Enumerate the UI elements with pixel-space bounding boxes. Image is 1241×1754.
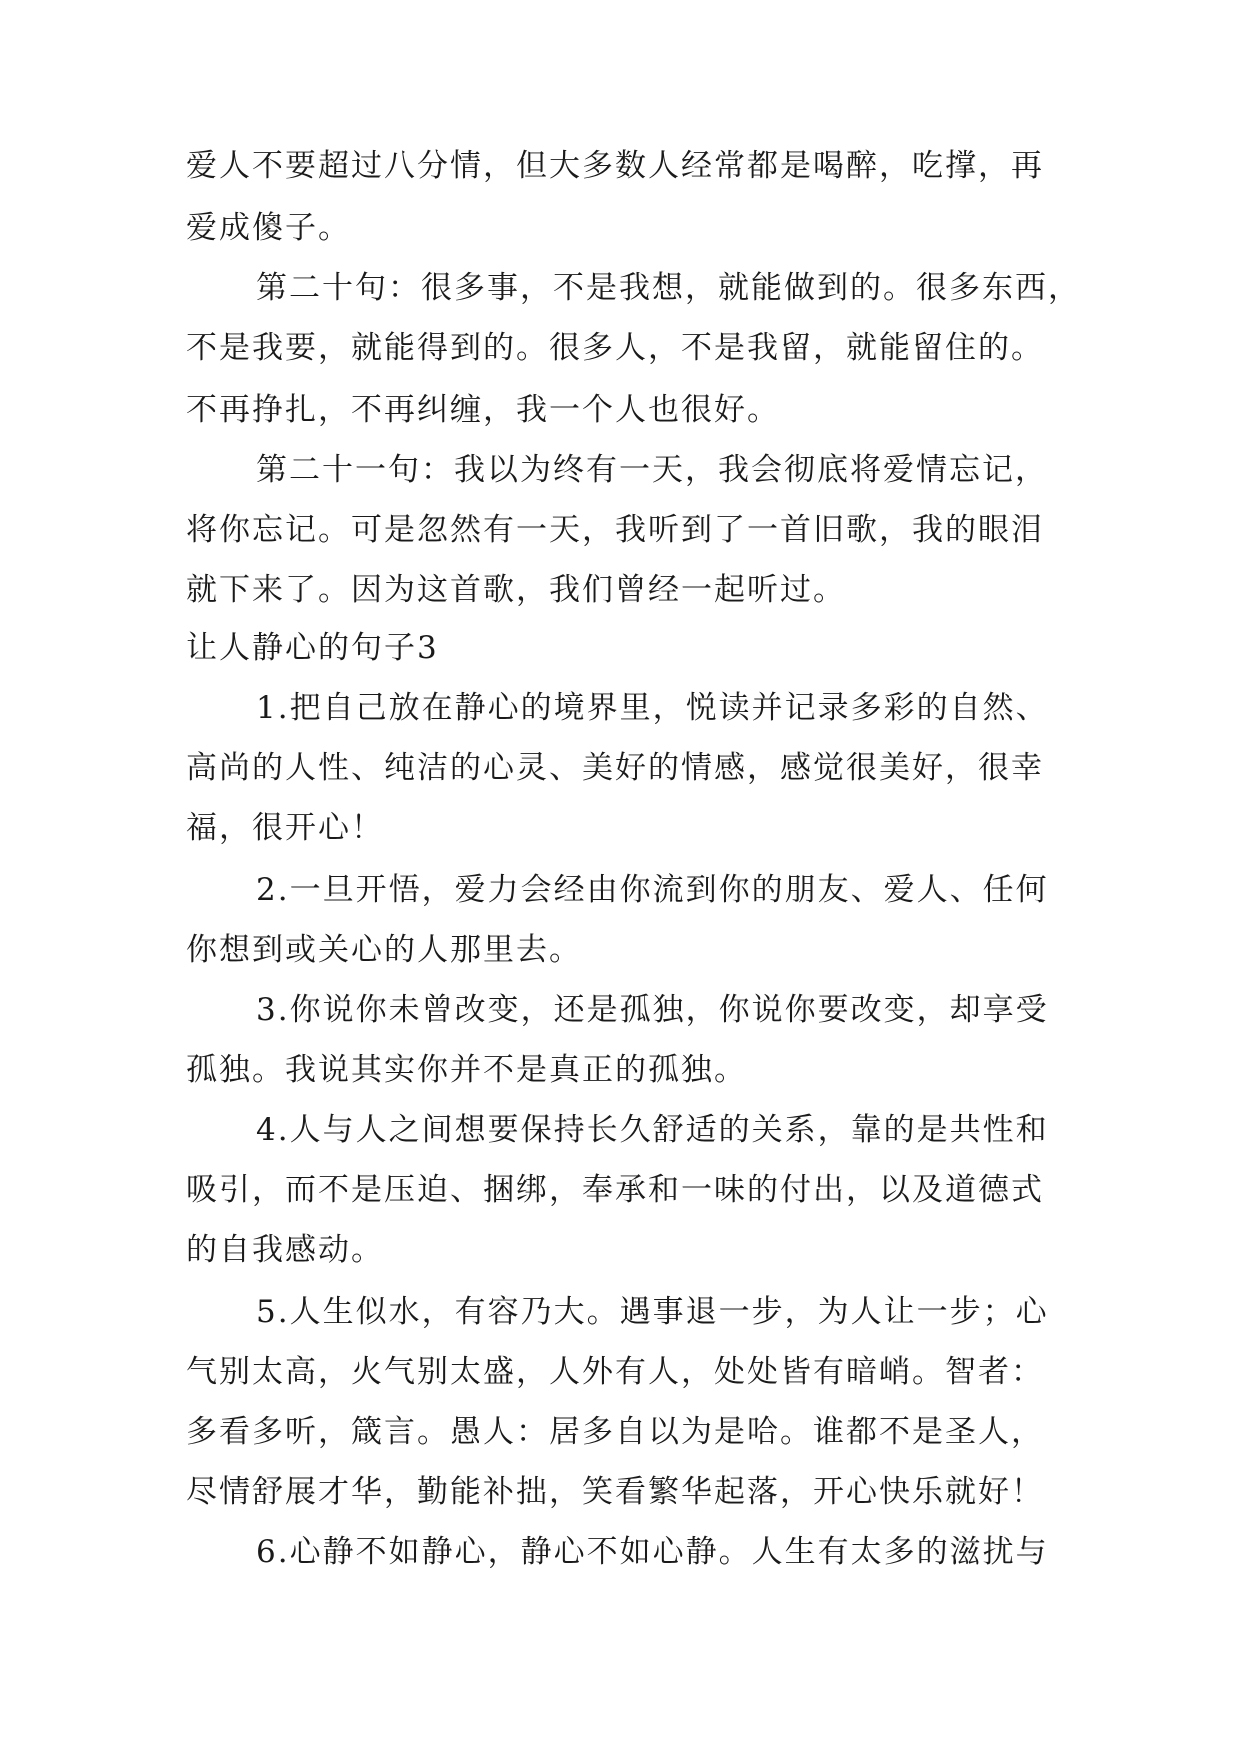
text-line: 高尚的人性、纯洁的心灵、美好的情感，感觉很美好，很幸	[186, 750, 1044, 786]
text-line: 孤独。我说其实你并不是真正的孤独。	[186, 1052, 747, 1088]
text-line: 爱人不要超过八分情，但大多数人经常都是喝醉，吃撑，再	[186, 148, 1044, 184]
text-line: 气别太高，火气别太盛，人外有人，处处皆有暗峭。智者：	[186, 1354, 1044, 1390]
text-line: 你想到或关心的人那里去。	[186, 932, 582, 968]
text-line: 福，很开心！	[186, 810, 384, 846]
text-line: 5.人生似水，有容乃大。遇事退一步，为人让一步；心	[256, 1294, 1049, 1330]
text-line: 的自我感动。	[186, 1232, 384, 1268]
text-line: 将你忘记。可是忽然有一天，我听到了一首旧歌，我的眼泪	[186, 512, 1044, 548]
text-line: 不是我要，就能得到的。很多人，不是我留，就能留住的。	[186, 330, 1044, 366]
text-line: 1.把自己放在静心的境界里，悦读并记录多彩的自然、	[256, 690, 1049, 726]
text-line: 3.你说你未曾改变，还是孤独，你说你要改变，却享受	[256, 992, 1049, 1028]
text-line: 6.心静不如静心，静心不如心静。人生有太多的滋扰与	[256, 1534, 1049, 1570]
text-line: 2.一旦开悟，爱力会经由你流到你的朋友、爱人、任何	[256, 872, 1049, 908]
text-line: 吸引，而不是压迫、捆绑，奉承和一味的付出，以及道德式	[186, 1172, 1044, 1208]
section-heading: 让人静心的句子3	[186, 630, 439, 666]
text-line: 第二十句：很多事，不是我想，就能做到的。很多东西，	[256, 270, 1081, 306]
text-line: 多看多听，箴言。愚人：居多自以为是哈。谁都不是圣人，	[186, 1414, 1044, 1450]
text-line: 尽情舒展才华，勤能补拙，笑看繁华起落，开心快乐就好！	[186, 1474, 1044, 1510]
text-line: 就下来了。因为这首歌，我们曾经一起听过。	[186, 572, 846, 608]
text-line: 4.人与人之间想要保持长久舒适的关系，靠的是共性和	[256, 1112, 1049, 1148]
text-line: 爱成傻子。	[186, 210, 351, 246]
text-line: 不再挣扎，不再纠缠，我一个人也很好。	[186, 392, 780, 428]
text-line: 第二十一句：我以为终有一天，我会彻底将爱情忘记，	[256, 452, 1048, 488]
